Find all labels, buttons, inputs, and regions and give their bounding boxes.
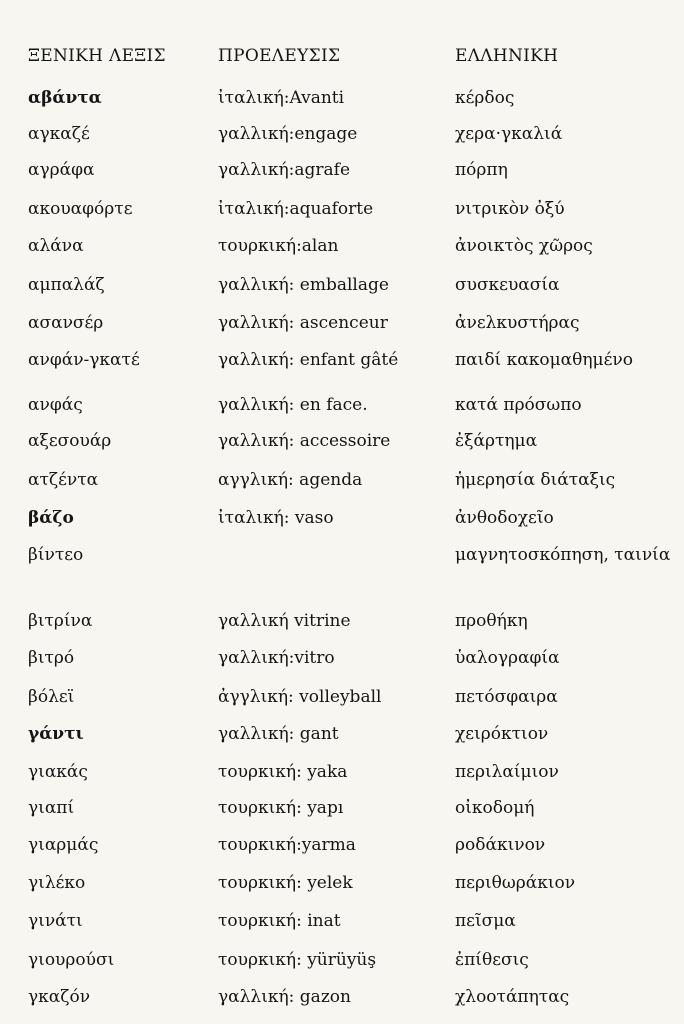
- foreign-word: γινάτι: [28, 911, 83, 931]
- greek-equivalent: ἐπίθεσις: [455, 950, 529, 970]
- table-row: [0, 724, 684, 760]
- foreign-word: ασανσέρ: [28, 313, 104, 333]
- origin-language: τουρκική: inat: [218, 911, 341, 931]
- origin-language: γαλλική:agrafe: [218, 160, 351, 180]
- greek-equivalent: παιδί κακομαθημένο: [455, 350, 633, 370]
- foreign-word: γάντι: [28, 724, 84, 744]
- greek-equivalent: ἀνθοδοχεῖο: [455, 508, 554, 528]
- foreign-word: αμπαλάζ: [28, 275, 105, 295]
- foreign-word: γιακάς: [28, 762, 88, 782]
- foreign-word: ανφάν-γκατέ: [28, 350, 140, 370]
- table-row: [0, 611, 684, 647]
- table-row: [0, 545, 684, 581]
- foreign-word: αβάντα: [28, 88, 102, 108]
- foreign-word: βάζο: [28, 508, 74, 528]
- origin-language: ἰταλική:aquaforte: [218, 199, 374, 219]
- origin-language: τουρκική: yürüyüş: [218, 950, 377, 970]
- greek-equivalent: κέρδος: [455, 88, 515, 108]
- foreign-word: ανφάς: [28, 395, 83, 415]
- foreign-word: βίντεο: [28, 545, 84, 565]
- greek-equivalent: περιλαίμιον: [455, 762, 559, 782]
- origin-language: αγγλική: agenda: [218, 470, 363, 490]
- table-row: [0, 395, 684, 431]
- greek-equivalent: συσκευασία: [455, 275, 560, 295]
- foreign-word: αξεσουάρ: [28, 431, 112, 451]
- table-header: [0, 46, 684, 82]
- table-row: [0, 431, 684, 467]
- foreign-word: ακουαφόρτε: [28, 199, 133, 219]
- greek-equivalent: περιθωράκιον: [455, 873, 576, 893]
- table-row: [0, 873, 684, 909]
- table-row: [0, 313, 684, 349]
- table-row: [0, 508, 684, 544]
- origin-language: τουρκική: yaka: [218, 762, 348, 782]
- origin-language: τουρκική:yarma: [218, 835, 356, 855]
- table-row: [0, 88, 684, 124]
- origin-language: ἰταλική:Avanti: [218, 88, 345, 108]
- table-row: [0, 835, 684, 871]
- table-row: [0, 950, 684, 986]
- table-row: [0, 236, 684, 272]
- table-row: [0, 687, 684, 723]
- greek-equivalent: πόρπη: [455, 160, 508, 180]
- header-greek: ΕΛΛΗΝΙΚΗ: [455, 46, 559, 66]
- greek-equivalent: νιτρικὸν ὀξύ: [455, 199, 565, 219]
- origin-language: γαλλική:vitro: [218, 648, 335, 668]
- greek-equivalent: ἐξάρτημα: [455, 431, 538, 451]
- foreign-word: ατζέντα: [28, 470, 99, 490]
- origin-language: γαλλική: enfant gâté: [218, 350, 399, 370]
- table-row: [0, 648, 684, 684]
- foreign-word: γκαζόν: [28, 987, 91, 1007]
- greek-equivalent: χερα·γκαλιά: [455, 124, 563, 144]
- origin-language: γαλλική: en face.: [218, 395, 368, 415]
- table-row: [0, 762, 684, 798]
- origin-language: γαλλική: accessoire: [218, 431, 391, 451]
- origin-language: γαλλική: ascenceur: [218, 313, 388, 333]
- origin-language: γαλλική: gazon: [218, 987, 351, 1007]
- header-origin: ΠΡΟΕΛΕΥΣΙΣ: [218, 46, 341, 66]
- table-row: [0, 160, 684, 196]
- foreign-word: γιλέκο: [28, 873, 86, 893]
- greek-equivalent: χειρόκτιον: [455, 724, 549, 744]
- origin-language: τουρκική:alan: [218, 236, 339, 256]
- foreign-word: βόλεϊ: [28, 687, 75, 707]
- table-row: [0, 275, 684, 311]
- greek-equivalent: πεῖσμα: [455, 911, 516, 931]
- foreign-word: αγκαζέ: [28, 124, 90, 144]
- greek-equivalent: προθήκη: [455, 611, 528, 631]
- table-row: [0, 798, 684, 834]
- greek-equivalent: οἰκοδομή: [455, 798, 535, 818]
- greek-equivalent: κατά πρόσωπο: [455, 395, 582, 415]
- origin-language: γαλλική vitrine: [218, 611, 351, 631]
- foreign-word: βιτρό: [28, 648, 75, 668]
- table-row: [0, 911, 684, 947]
- origin-language: γαλλική: emballage: [218, 275, 389, 295]
- foreign-word: γιαρμάς: [28, 835, 99, 855]
- foreign-word: γιουρούσι: [28, 950, 115, 970]
- greek-equivalent: ροδάκινον: [455, 835, 546, 855]
- greek-equivalent: μαγνητοσκόπηση, ταινία: [455, 545, 671, 565]
- foreign-word: αλάνα: [28, 236, 84, 256]
- table-row: [0, 470, 684, 506]
- header-foreign-word: ΞΕΝΙΚΗ ΛΕΞΙΣ: [28, 46, 166, 66]
- foreign-word: βιτρίνα: [28, 611, 93, 631]
- origin-language: γαλλική:engage: [218, 124, 358, 144]
- foreign-word: γιαπί: [28, 798, 75, 818]
- greek-equivalent: ἀνοικτὸς χῶρος: [455, 236, 593, 256]
- greek-equivalent: ἡμερησία διάταξις: [455, 470, 616, 490]
- greek-equivalent: ἀνελκυστήρας: [455, 313, 580, 333]
- origin-language: γαλλική: gant: [218, 724, 339, 744]
- greek-equivalent: ὑαλογραφία: [455, 648, 560, 668]
- origin-language: τουρκική: yapı: [218, 798, 344, 818]
- table-row: [0, 199, 684, 235]
- greek-equivalent: πετόσφαιρα: [455, 687, 558, 707]
- origin-language: ἀγγλική: volleyball: [218, 687, 382, 707]
- table-row: [0, 350, 684, 386]
- table-row: [0, 124, 684, 160]
- table-row: [0, 987, 684, 1023]
- origin-language: ἰταλική: vaso: [218, 508, 334, 528]
- foreign-word: αγράφα: [28, 160, 95, 180]
- origin-language: τουρκική: yelek: [218, 873, 353, 893]
- greek-equivalent: χλοοτάπητας: [455, 987, 570, 1007]
